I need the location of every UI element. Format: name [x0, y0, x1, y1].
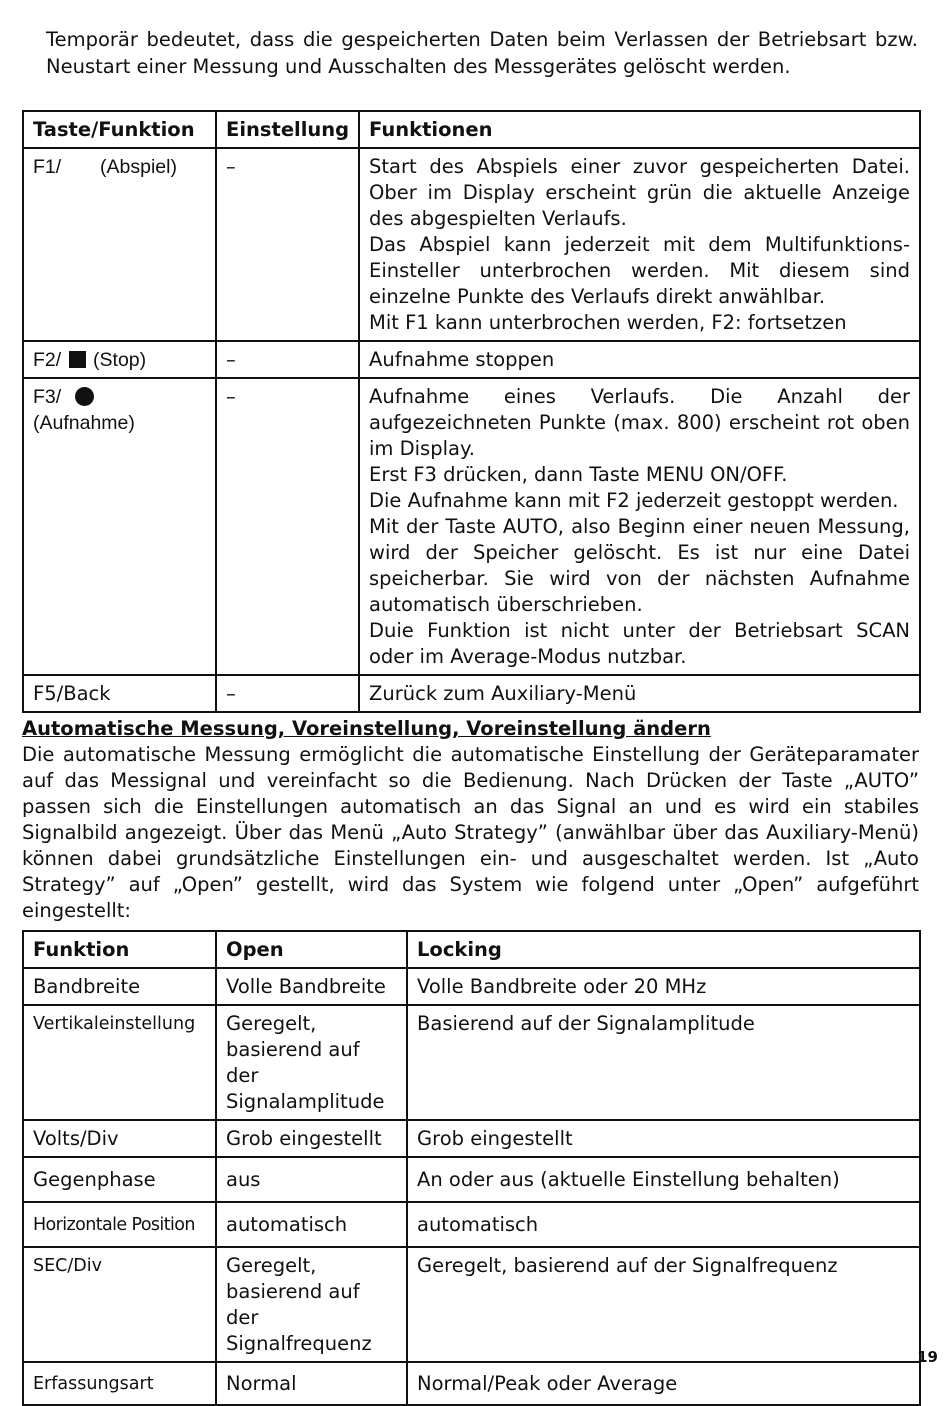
table-row — [23, 1120, 920, 1157]
locking-cell: Geregelt, basierend auf der Signalfrequenz — [407, 1247, 920, 1362]
column-header: Funktionen — [359, 111, 920, 148]
table-row — [23, 1362, 920, 1405]
function-cell — [359, 378, 920, 675]
key-label: (Aufnahme) — [33, 412, 135, 434]
table-row — [23, 341, 920, 378]
open-cell: Geregelt, basierend auf der Signalfrequenz — [216, 1247, 407, 1362]
key-label: (Stop) — [93, 349, 147, 371]
page-number: 19 — [917, 1348, 938, 1366]
table-row — [23, 1202, 920, 1247]
stop-square-icon — [69, 351, 86, 368]
column-header: Taste/Funktion — [23, 111, 216, 148]
locking-cell: Basierend auf der Signalamplitude — [407, 1005, 920, 1120]
open-cell: Geregelt, basierend auf der Signalamplitude — [216, 1005, 407, 1120]
key-label: (Abspiel) — [100, 156, 177, 178]
function-cell: Volts/Div — [23, 1120, 216, 1157]
open-cell: Grob eingestellt — [216, 1120, 407, 1157]
function-line: Zurück zum Auxiliary-Menü — [369, 682, 637, 705]
key-cell-f2 — [23, 341, 216, 378]
function-cell: Horizontale Position — [23, 1202, 216, 1247]
function-cell — [359, 675, 920, 712]
table-row — [23, 378, 920, 675]
setting-cell: – — [216, 341, 359, 378]
function-cell: Bandbreite — [23, 968, 216, 1005]
open-cell: automatisch — [216, 1202, 407, 1247]
function-line: Aufnahme stoppen — [369, 348, 555, 371]
column-header: Locking — [407, 931, 920, 968]
open-cell: Volle Bandbreite — [216, 968, 407, 1005]
intro-paragraph: Temporär bedeutet, dass die gespeicherten Daten beim Verlassen der Betriebsart bzw. Neustart einer Messung und Ausschalten des Messgerätes gelöscht werden. — [46, 28, 918, 78]
key-cell-f3 — [23, 378, 216, 675]
locking-cell: Normal/Peak oder Average — [407, 1362, 920, 1405]
auto-measurement-section — [22, 716, 919, 924]
locking-cell: automatisch — [407, 1202, 920, 1247]
open-cell: Normal — [216, 1362, 407, 1405]
setting-cell: – — [216, 148, 359, 341]
function-line: Mit F1 kann unterbrochen werden, F2: fortsetzen — [369, 311, 847, 334]
locking-cell: Volle Bandbreite oder 20 MHz — [407, 968, 920, 1005]
table-header-row — [23, 111, 920, 148]
function-line: Duie Funktion ist nicht unter der Betriebsart SCAN oder im Average-Modus nutzbar. — [369, 619, 910, 668]
key-cell-f1 — [23, 148, 216, 341]
table-row — [23, 1247, 920, 1362]
table-header-row — [23, 931, 920, 968]
auto-strategy-table — [22, 930, 921, 1406]
column-header: Einstellung — [216, 111, 359, 148]
function-line: Erst F3 drücken, dann Taste MENU ON/OFF. — [369, 463, 788, 486]
column-header: Funktion — [23, 931, 216, 968]
function-line: Das Abspiel kann jederzeit mit dem Multifunktions-Einsteller unterbrochen werden. Mit diesem sind einzelne Punkte des Verlaufs direkt anwählbar. — [369, 233, 910, 308]
function-cell — [359, 341, 920, 378]
table-row — [23, 675, 920, 712]
function-cell — [359, 148, 920, 341]
key-prefix: F2/ — [33, 349, 62, 371]
table-row — [23, 1005, 920, 1120]
section-body: Die automatische Messung ermöglicht die automatische Einstellung der Geräteparamater auf das Messignal und vereinfacht so die Bedienung. Nach Drücken der Taste „AUTO” passen sich die Einstellungen automatisch an das Signal an und es wird ein stabiles Signalbild angezeigt. Über das Menü „Auto Strategy” (anwählbar über das Auxiliary-Menü) können dabei grundsätzliche Einstellungen ein- und ausgeschaltet werden. Ist „Auto Strategy” auf „Open” gestellt, wird das System wie folgend unter „Open” aufgeführt eingestellt: — [22, 743, 919, 922]
key-prefix: F5/Back — [33, 682, 111, 705]
key-prefix: F3/ — [33, 386, 62, 408]
key-prefix: F1/ — [33, 156, 62, 178]
section-heading: Automatische Messung, Voreinstellung, Voreinstellung ändern — [22, 717, 711, 740]
table-row — [23, 968, 920, 1005]
record-dot-icon — [75, 387, 94, 406]
function-line: Aufnahme eines Verlaufs. Die Anzahl der aufgezeichneten Punkte (max. 800) erscheint rot oben im Display. — [369, 385, 910, 460]
function-line: Mit der Taste AUTO, also Beginn einer neuen Messung, wird der Speicher gelöscht. Es ist nur eine Datei speicherbar. Sie wird von der nächsten Aufnahme automatisch überschrieben. — [369, 515, 910, 616]
table-row — [23, 1157, 920, 1202]
function-cell: Gegenphase — [23, 1157, 216, 1202]
function-cell: Erfassungsart — [23, 1362, 216, 1405]
open-cell: aus — [216, 1157, 407, 1202]
function-cell: Vertikaleinstellung — [23, 1005, 216, 1120]
column-header: Open — [216, 931, 407, 968]
function-key-table — [22, 110, 921, 713]
function-cell: SEC/Div — [23, 1247, 216, 1362]
function-line: Die Aufnahme kann mit F2 jederzeit gestoppt werden. — [369, 489, 899, 512]
locking-cell: An oder aus (aktuelle Einstellung behalten) — [407, 1157, 920, 1202]
locking-cell: Grob eingestellt — [407, 1120, 920, 1157]
function-line: Start des Abspiels einer zuvor gespeicherten Datei. Ober im Display erscheint grün die aktuelle Anzeige des abgespielten Verlaufs. — [369, 155, 910, 230]
key-cell-f5 — [23, 675, 216, 712]
setting-cell: – — [216, 378, 359, 675]
table-row — [23, 148, 920, 341]
setting-cell: – — [216, 675, 359, 712]
